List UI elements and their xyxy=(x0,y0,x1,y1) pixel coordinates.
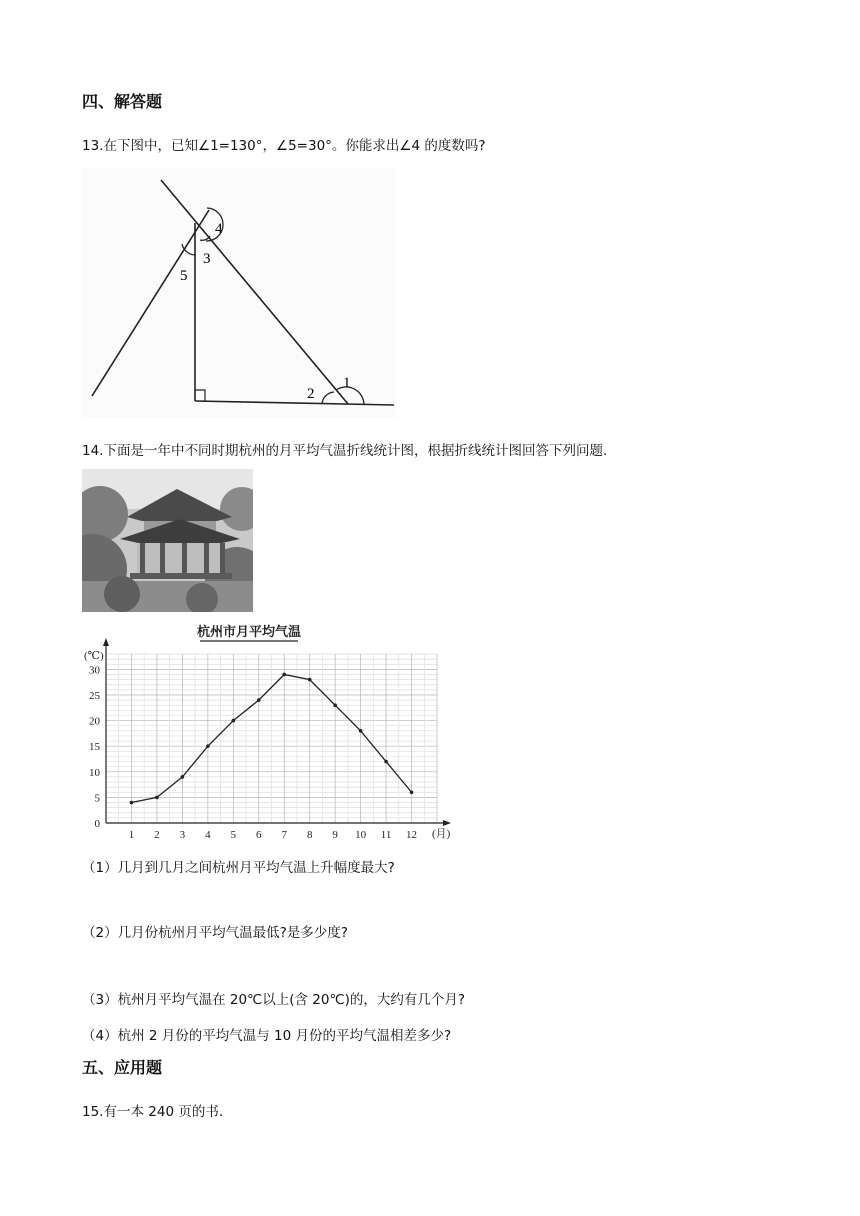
y-tick-label: 0 xyxy=(94,818,100,830)
x-tick-label: 10 xyxy=(355,829,367,841)
x-tick-label: 7 xyxy=(281,829,287,841)
question-15-text: 15.有一本 240 页的书. xyxy=(82,1104,224,1120)
x-tick-label: 1 xyxy=(128,829,135,841)
angle-label-5: 5 xyxy=(180,268,188,284)
question-14-text: 14.下面是一年中不同时期杭州的月平均气温折线统计图，根据折线统计图回答下列问题. xyxy=(82,443,608,459)
x-tick-label: 5 xyxy=(230,829,237,841)
temperature-data-point xyxy=(257,698,261,702)
temperature-data-point xyxy=(384,760,388,764)
pavilion-photo-icon xyxy=(82,469,253,612)
temperature-data-point xyxy=(359,729,363,733)
temperature-data-point xyxy=(181,775,185,779)
temperature-data-point xyxy=(206,744,210,748)
y-tick-label: 15 xyxy=(89,741,100,754)
question-14-sub-1: （1）几月到几月之间杭州月平均气温上升幅度最大? xyxy=(82,860,395,876)
chart-title: 杭州市月平均气温 xyxy=(196,625,302,640)
y-axis-arrow xyxy=(103,638,109,646)
temperature-data-point xyxy=(232,719,236,723)
angle-label-2: 2 xyxy=(307,386,315,402)
question-13-text: 13.在下图中，已知∠1=130°，∠5=30°。你能求出∠4 的度数吗? xyxy=(82,138,486,154)
temperature-data-point xyxy=(333,703,337,707)
x-axis-arrow xyxy=(443,820,451,826)
y-tick-label: 30 xyxy=(89,664,100,677)
temperature-data-point xyxy=(308,678,312,682)
question-14-sub-4: （4）杭州 2 月份的平均气温与 10 月份的平均气温相差多少? xyxy=(82,1028,452,1044)
x-tick-label: 3 xyxy=(179,829,186,841)
y-axis-unit-label: (℃) xyxy=(84,650,104,662)
angle-label-4: 4 xyxy=(215,221,223,237)
y-tick-label: 10 xyxy=(89,766,100,779)
question-14-sub-3: （3）杭州月平均气温在 20℃以上(含 20℃)的，大约有几个月? xyxy=(82,992,466,1008)
question-14-sub-2: （2）几月份杭州月平均气温最低?是多少度? xyxy=(82,925,348,941)
x-axis-unit-label: (月) xyxy=(432,828,451,840)
temperature-data-point xyxy=(130,801,134,805)
x-tick-label: 9 xyxy=(332,829,338,841)
temperature-data-point xyxy=(282,673,286,677)
temperature-line-chart xyxy=(82,618,462,843)
x-tick-label: 2 xyxy=(154,829,160,841)
x-tick-label: 12 xyxy=(406,829,418,841)
angle-label-1: 1 xyxy=(343,375,351,391)
y-tick-label: 5 xyxy=(94,792,100,805)
x-tick-label: 6 xyxy=(256,829,262,841)
y-tick-label: 20 xyxy=(89,715,100,728)
x-tick-label: 8 xyxy=(306,829,313,841)
x-tick-label: 4 xyxy=(205,829,211,841)
angle-label-3: 3 xyxy=(203,251,211,267)
y-tick-label: 25 xyxy=(89,689,100,702)
temperature-data-point xyxy=(410,790,414,794)
temperature-data-point xyxy=(155,796,159,800)
x-tick-label: 11 xyxy=(380,829,392,841)
section-title-4: 四、解答题 xyxy=(82,92,163,111)
section-title-5: 五、应用题 xyxy=(82,1058,163,1077)
angle-geometry-figure xyxy=(82,168,396,418)
